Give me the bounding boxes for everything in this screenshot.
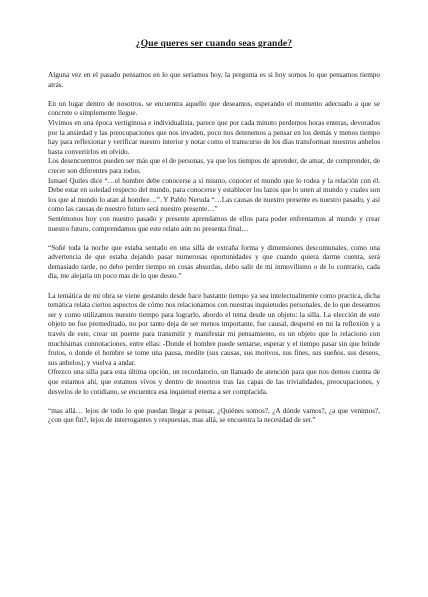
paragraph-sueno-quote: “Soñé toda la noche que estaba sentado en una silla de extraña forma y dimensiones descomunales, como una advertencia de que estaba dejando pasar numerosas oportunidades y que cuando quiera darme cuenta, será demasiado tarde, no debo perder tiempo en cosas absurdas, debo salir de mi inmovilismo o de lo contrario, cada día, me alejaría un poco mas de lo que deseo.”	[48, 243, 380, 281]
paragraph-ofrezco: Ofrezco una silla para esta última opción, un recordatorio, un llamado de atención para que nos demos cuenta de que estamos ahí, que estamos vivos y dentro de nosotros tras las capas de las trivialidades, preocupaciones, y desvelos de lo cotidiano, se encuentra esa inquietud eterna a ser complacida.	[48, 368, 380, 396]
paragraph-desencuentros: Los desencuentros pueden ser más que el de personas, ya que los tiempos de aprender, de amar, de comprender, de crecer son diferentes para todos.	[48, 157, 380, 175]
paragraph-intro: Alguna vez en el pasado pensamos en lo que seriamos hoy, la pregunta es si hoy somos lo que pensamos tiempo atrás.	[48, 71, 380, 89]
document-title: ¿Que queres ser cuando seas grande?	[135, 38, 293, 49]
paragraph-closing-quote: “mas allá… lejos de todo lo que puedan llegar a pensar, ¿Quiénes somos?, ¿A dónde vamos?, ¿a que venimos?, ¿con que fin?, lejos de interrogantes y respuestas, mas allá, se encuentra la necesidad de ser.”	[48, 406, 380, 425]
paragraph-tematica: La temática de mi obra se viene gestando desde hace bastante tiempo ya sea intelectualmente como practica, dicha temática relata ciertos aspectos de cómo nos relacionamos con nuestras inquietudes personales, de lo que deseamos ser y como utilizamos nuestro tiempo para lograrlo, abordo el tema desde un objeto: la silla. La elección de este objeto no fue premeditado, no por tanto deja de ser menos importante, fue causal, desperté en mi la reflexión y a través de este, crear un puente para transmitir y manifestar mi pensamiento, es un objeto que lo relaciono con muchísimas connotaciones, entre ellas: -Donde el hombre puede sentarse, esperar y el tiempo pasar sin que brinde frutos, o donde el hombre se tome una pausa, medite (sus causas, sus motivos, sus fines, sus sueños, sus deseos, sus anhelos), y vuelva a andar.	[48, 291, 380, 367]
paragraph-sentemonos: Sentémonos hoy con nuestro pasado y presente aprendamos de ellos para poder enfrentarnos al mundo y crear nuestro futuro, comprendamos que este relato aún no presenta final…	[48, 214, 380, 233]
paragraph-epoca: Vivimos en una época vertiginosa e individualista, parece que por cada minuto perdemos horas enteras, devorados por la ansiedad y las preocupaciones que nos invaden, poco nos detenemos a pensar en los demás y menos tiempo hay para reflexionar y verificar nuestro interior y notar como el transcurso de los días transforman nuestros anhelos hasta convertirlos en olvido.	[48, 118, 380, 156]
paragraph-deseo: En un lugar dentro de nosotros, se encuentra aquello que deseamos, esperando el momento adecuado a que se concrete o simplemente llegue.	[48, 99, 380, 118]
paragraph-quiles-neruda: Ismael Quiles dice “…el hombre debe conocerse a sí mismo, conocer el mundo que lo rodea y la relación con él. Debe estar en soledad respecto del mundo, para conocerse y establecer los lazos que lo unen al mundo y cuales son los que al mundo lo atan al hombre…”. Y Pablo Neruda “…Las causas de nuestro presente es nuestro pasado, y así como las causas de nuestro futuro será nuestro presente…”	[48, 176, 380, 214]
